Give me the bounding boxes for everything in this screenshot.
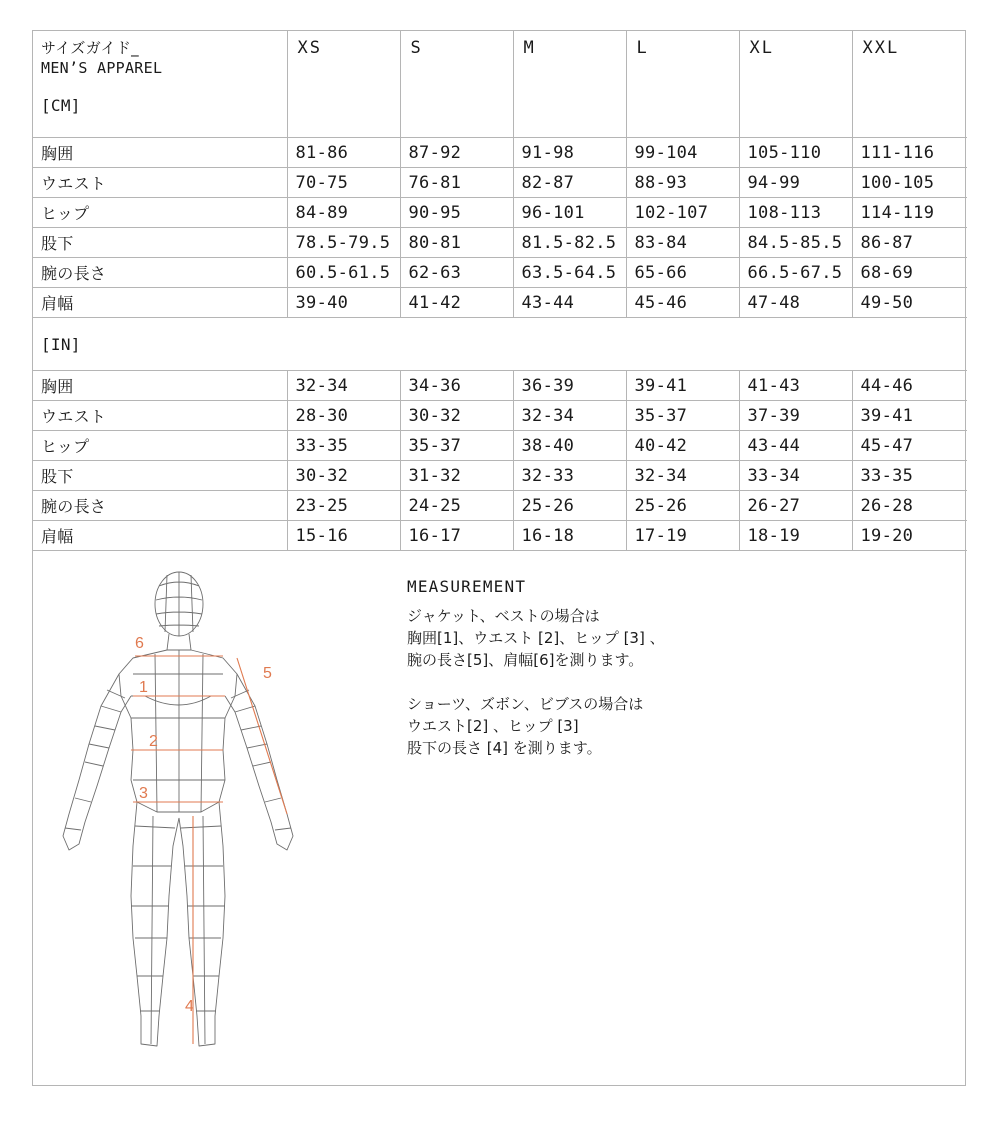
size-value-m: 43-44	[513, 288, 626, 318]
table-row	[33, 228, 967, 258]
title-en: MEN’S APPAREL	[41, 59, 163, 77]
size-header-m: M	[513, 31, 626, 138]
figure-left-leg	[131, 802, 179, 1046]
size-value-xl: 18-19	[739, 521, 852, 551]
size-value-s: 16-17	[400, 521, 513, 551]
size-value-xxl: 68-69	[852, 258, 967, 288]
size-value-s: 24-25	[400, 491, 513, 521]
size-value-xxl: 44-46	[852, 371, 967, 401]
pants-line-1: ショーツ、ズボン、ビブスの場合は	[407, 695, 644, 713]
row-label: 腕の長さ	[33, 258, 287, 288]
table-row	[33, 491, 967, 521]
marker-label-1: 1	[139, 679, 148, 696]
table-row	[33, 401, 967, 431]
size-value-m: 96-101	[513, 198, 626, 228]
size-value-xl: 94-99	[739, 168, 852, 198]
size-value-l: 17-19	[626, 521, 739, 551]
marker-label-4: 4	[185, 998, 194, 1015]
size-value-s: 80-81	[400, 228, 513, 258]
size-table	[33, 31, 967, 551]
size-value-xl: 41-43	[739, 371, 852, 401]
size-value-s: 35-37	[400, 431, 513, 461]
size-value-s: 87-92	[400, 138, 513, 168]
size-value-m: 32-34	[513, 401, 626, 431]
unit-in-label: [IN]	[33, 318, 967, 371]
size-value-xl: 37-39	[739, 401, 852, 431]
measurement-title: MEASUREMENT	[407, 577, 527, 596]
size-value-s: 34-36	[400, 371, 513, 401]
size-value-s: 41-42	[400, 288, 513, 318]
table-header-row	[33, 31, 967, 138]
size-value-xxl: 19-20	[852, 521, 967, 551]
marker-label-6: 6	[135, 635, 144, 652]
row-label: 腕の長さ	[33, 491, 287, 521]
jacket-line-2: 胸囲[1]、ウエスト [2]、ヒップ [3] 、	[407, 629, 665, 647]
size-value-m: 38-40	[513, 431, 626, 461]
size-value-xs: 33-35	[287, 431, 400, 461]
table-row	[33, 138, 967, 168]
size-value-l: 25-26	[626, 491, 739, 521]
measurement-instructions	[407, 577, 927, 759]
size-value-xs: 23-25	[287, 491, 400, 521]
figure-left-arm	[63, 674, 131, 850]
size-value-xl: 26-27	[739, 491, 852, 521]
measurement-section	[33, 551, 965, 1094]
size-value-xl: 108-113	[739, 198, 852, 228]
size-value-xl: 47-48	[739, 288, 852, 318]
row-label: 肩幅	[33, 521, 287, 551]
table-row	[33, 431, 967, 461]
size-value-xs: 28-30	[287, 401, 400, 431]
size-value-l: 102-107	[626, 198, 739, 228]
size-value-xs: 81-86	[287, 138, 400, 168]
size-value-xl: 33-34	[739, 461, 852, 491]
size-value-xs: 39-40	[287, 288, 400, 318]
unit-section-row	[33, 318, 967, 371]
row-label: ヒップ	[33, 198, 287, 228]
size-value-xl: 43-44	[739, 431, 852, 461]
pants-line-2: ウエスト[2] 、ヒップ [3]	[407, 717, 579, 735]
size-value-xs: 15-16	[287, 521, 400, 551]
size-value-xxl: 86-87	[852, 228, 967, 258]
size-value-l: 65-66	[626, 258, 739, 288]
row-label: ウエスト	[33, 401, 287, 431]
table-row	[33, 168, 967, 198]
row-label: ウエスト	[33, 168, 287, 198]
size-value-s: 76-81	[400, 168, 513, 198]
size-value-xxl: 49-50	[852, 288, 967, 318]
size-value-xxl: 33-35	[852, 461, 967, 491]
figure-head-mesh	[156, 572, 202, 636]
table-row	[33, 288, 967, 318]
size-guide-card	[32, 30, 966, 1086]
marker-label-3: 3	[139, 785, 148, 802]
size-value-l: 40-42	[626, 431, 739, 461]
size-value-xxl: 45-47	[852, 431, 967, 461]
size-header-xxl: XXL	[852, 31, 967, 138]
size-value-l: 99-104	[626, 138, 739, 168]
size-value-m: 81.5-82.5	[513, 228, 626, 258]
title-jp: サイズガイド_	[41, 39, 139, 57]
jacket-line-3: 腕の長さ[5]、肩幅[6]を測ります。	[407, 651, 644, 669]
figure-left-arm-mesh	[65, 690, 125, 830]
body-figure-illustration	[45, 566, 335, 1071]
size-value-l: 45-46	[626, 288, 739, 318]
size-value-xs: 78.5-79.5	[287, 228, 400, 258]
size-value-m: 16-18	[513, 521, 626, 551]
size-value-m: 91-98	[513, 138, 626, 168]
size-value-m: 82-87	[513, 168, 626, 198]
size-value-xl: 105-110	[739, 138, 852, 168]
row-label: 股下	[33, 228, 287, 258]
size-header-l: L	[626, 31, 739, 138]
size-header-s: S	[400, 31, 513, 138]
figure-left-leg-mesh	[131, 816, 175, 1044]
size-value-xxl: 111-116	[852, 138, 967, 168]
row-label: 肩幅	[33, 288, 287, 318]
size-value-l: 88-93	[626, 168, 739, 198]
row-label: 股下	[33, 461, 287, 491]
size-value-l: 32-34	[626, 461, 739, 491]
size-value-xxl: 114-119	[852, 198, 967, 228]
size-value-l: 35-37	[626, 401, 739, 431]
size-value-xxl: 100-105	[852, 168, 967, 198]
size-value-xxl: 26-28	[852, 491, 967, 521]
size-value-l: 39-41	[626, 371, 739, 401]
row-label: 胸囲	[33, 371, 287, 401]
table-row	[33, 521, 967, 551]
size-value-xs: 32-34	[287, 371, 400, 401]
row-label: 胸囲	[33, 138, 287, 168]
size-value-xl: 66.5-67.5	[739, 258, 852, 288]
size-value-m: 63.5-64.5	[513, 258, 626, 288]
measurement-text	[407, 605, 927, 759]
table-row	[33, 258, 967, 288]
size-value-xxl: 39-41	[852, 401, 967, 431]
unit-cm-label: [CM]	[41, 96, 81, 115]
figure-right-arm-mesh	[231, 690, 291, 830]
size-value-xs: 30-32	[287, 461, 400, 491]
table-row	[33, 198, 967, 228]
size-value-xs: 70-75	[287, 168, 400, 198]
size-value-m: 25-26	[513, 491, 626, 521]
size-value-m: 36-39	[513, 371, 626, 401]
pants-line-3: 股下の長さ [4] を測ります。	[407, 739, 602, 757]
size-value-s: 30-32	[400, 401, 513, 431]
size-value-xl: 84.5-85.5	[739, 228, 852, 258]
size-header-xs: XS	[287, 31, 400, 138]
marker-label-2: 2	[149, 733, 158, 750]
size-value-xs: 60.5-61.5	[287, 258, 400, 288]
size-value-xs: 84-89	[287, 198, 400, 228]
size-value-s: 90-95	[400, 198, 513, 228]
figure-right-arm	[225, 674, 293, 850]
title-cell	[33, 31, 287, 138]
table-row	[33, 461, 967, 491]
jacket-line-1: ジャケット、ベストの場合は	[407, 607, 600, 625]
marker-line-arm	[237, 658, 287, 814]
size-value-l: 83-84	[626, 228, 739, 258]
size-header-xl: XL	[739, 31, 852, 138]
size-value-s: 62-63	[400, 258, 513, 288]
table-row	[33, 371, 967, 401]
size-value-m: 32-33	[513, 461, 626, 491]
size-value-s: 31-32	[400, 461, 513, 491]
marker-label-5: 5	[263, 665, 272, 682]
row-label: ヒップ	[33, 431, 287, 461]
